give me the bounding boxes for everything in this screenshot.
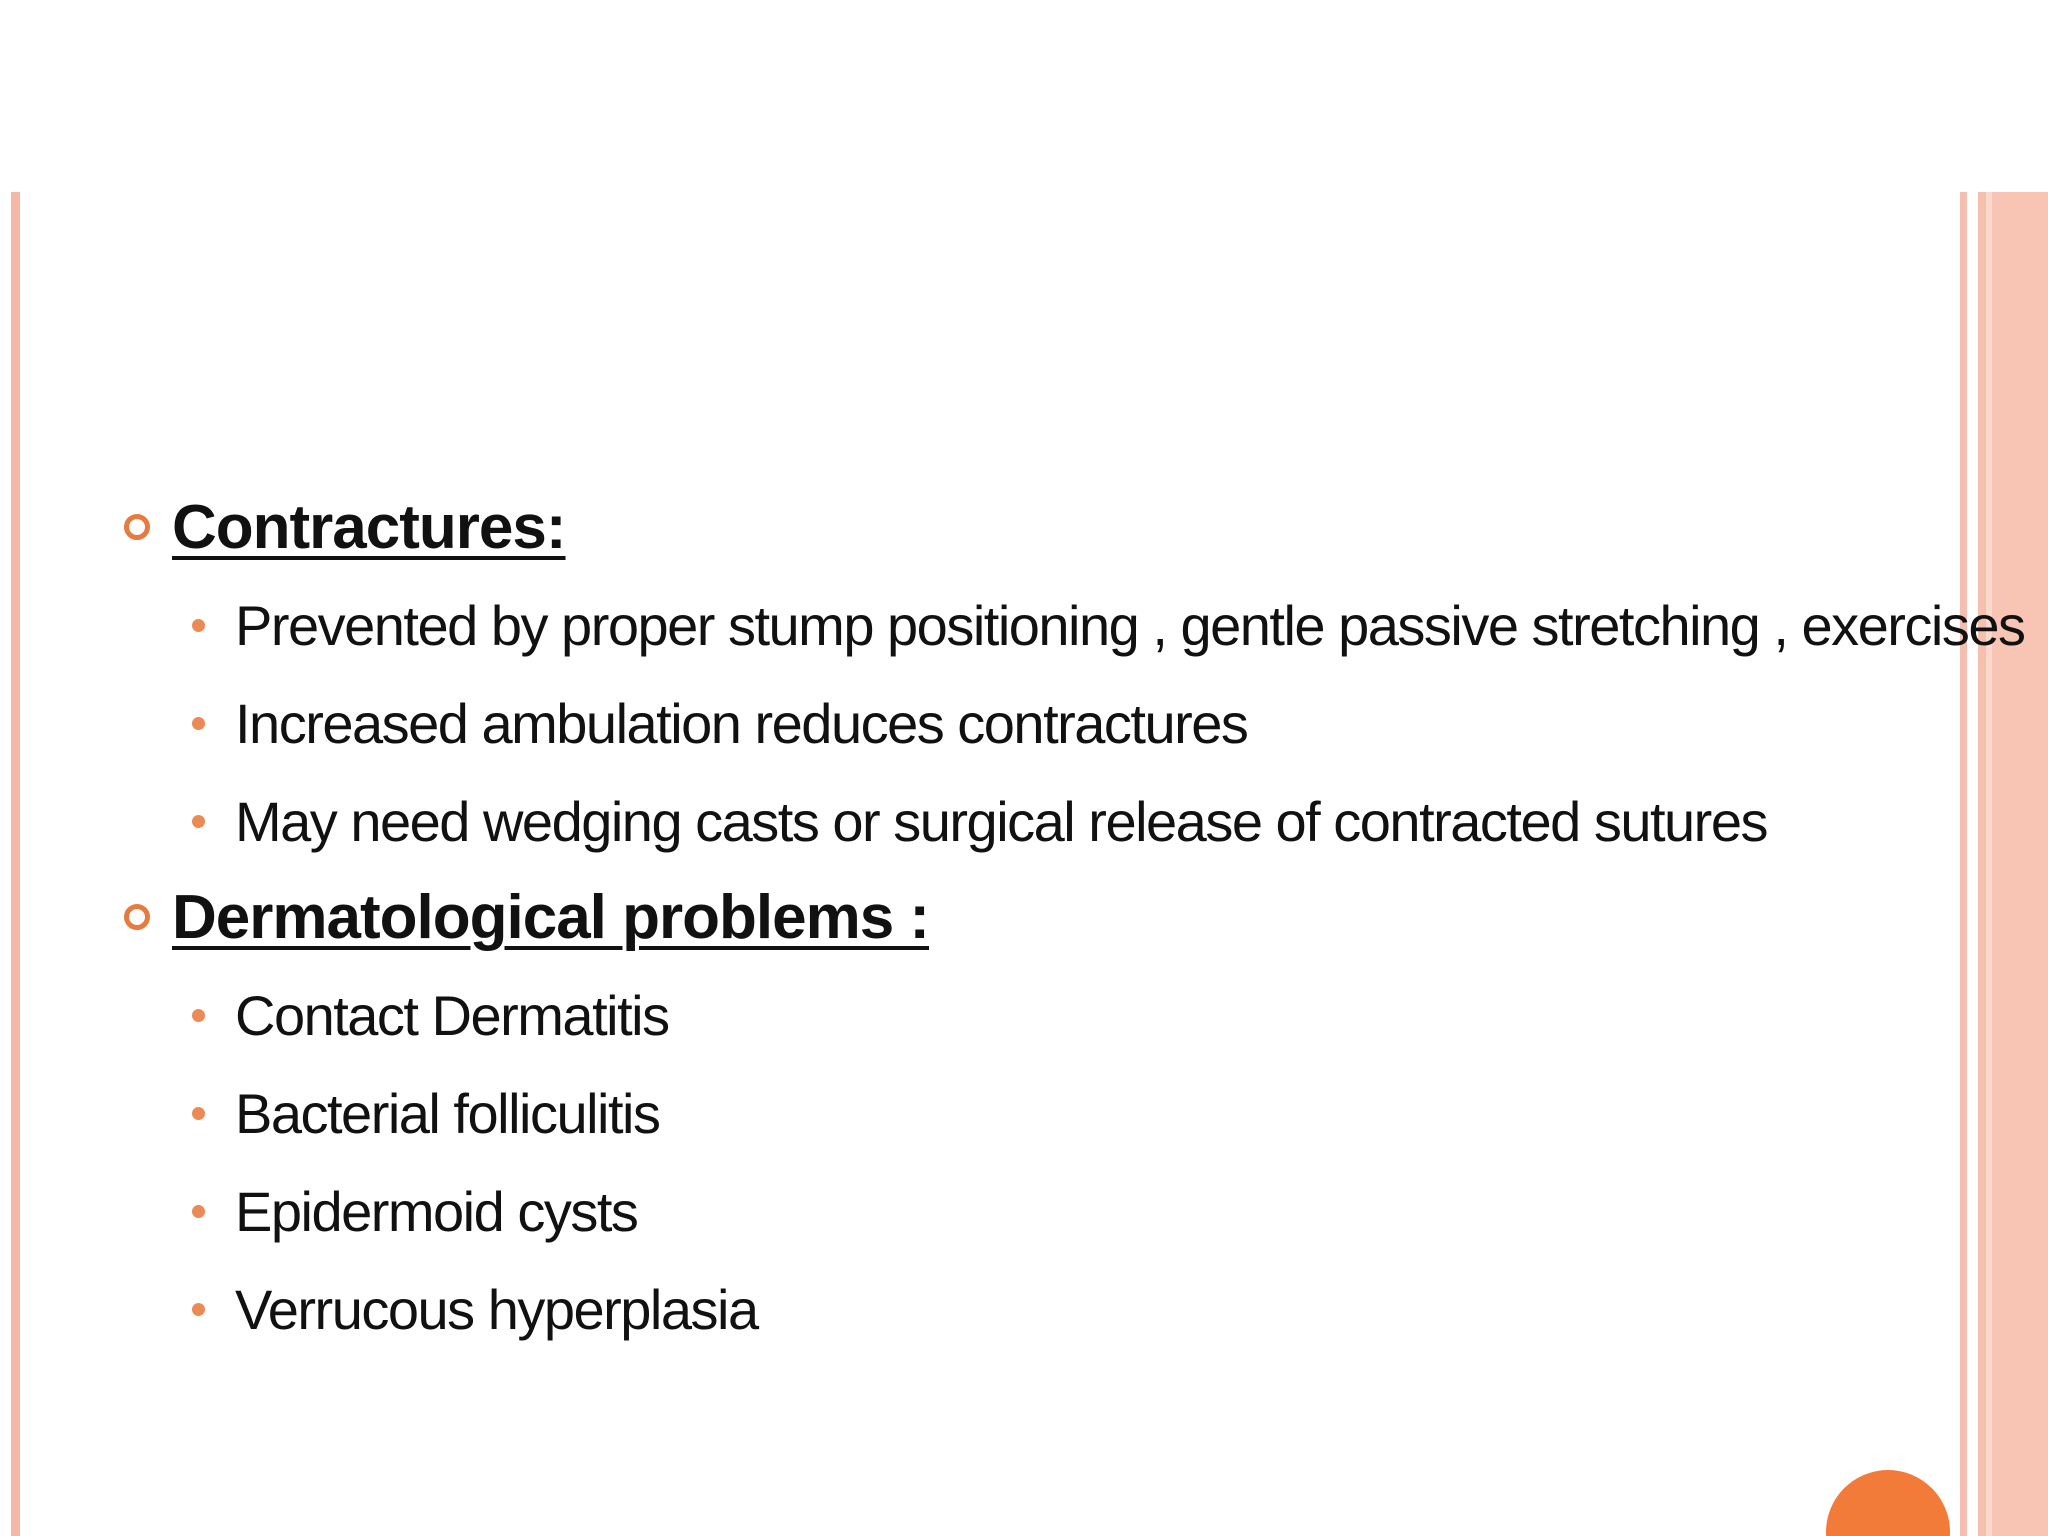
section-heading-row <box>118 486 2018 568</box>
list-item <box>192 966 2018 1064</box>
list-item <box>192 1162 2018 1260</box>
list-item-text: Bacterial folliculitis <box>235 1081 660 1145</box>
section-heading: Contractures: <box>172 492 566 562</box>
corner-circle-decoration <box>1826 1470 1950 1536</box>
left-border-line <box>11 192 20 1536</box>
dot-bullet-icon <box>192 619 205 632</box>
section-dermatological <box>118 876 2018 1358</box>
dot-bullet-icon <box>192 1205 205 1218</box>
list-item-text: Prevented by proper stump positioning , gentle passive stretching , exercises <box>235 593 2025 657</box>
bullet-list <box>118 576 2025 870</box>
circle-bullet-icon <box>124 904 150 930</box>
list-item <box>192 1064 2018 1162</box>
dot-bullet-icon <box>192 1009 205 1022</box>
circle-bullet-icon <box>124 514 150 540</box>
list-item-text: Epidermoid cysts <box>235 1179 638 1243</box>
bullet-list <box>118 966 2018 1358</box>
list-item-text: Verrucous hyperplasia <box>235 1277 758 1341</box>
dot-bullet-icon <box>192 815 205 828</box>
list-item <box>192 772 2018 870</box>
list-item-text: Contact Dermatitis <box>235 983 669 1047</box>
slide-content <box>118 486 2025 1358</box>
list-item-text: May need wedging casts or surgical release of contracted sutures <box>235 789 1767 853</box>
dot-bullet-icon <box>192 717 205 730</box>
dot-bullet-icon <box>192 1303 205 1316</box>
list-item <box>192 576 2025 674</box>
section-heading: Dermatological problems : <box>172 882 930 952</box>
list-item-text: Increased ambulation reduces contractures <box>235 691 1248 755</box>
list-item <box>192 1260 2018 1358</box>
section-contractures <box>118 486 2025 870</box>
dot-bullet-icon <box>192 1107 205 1120</box>
list-item <box>192 674 2018 772</box>
section-heading-row <box>118 876 2018 958</box>
